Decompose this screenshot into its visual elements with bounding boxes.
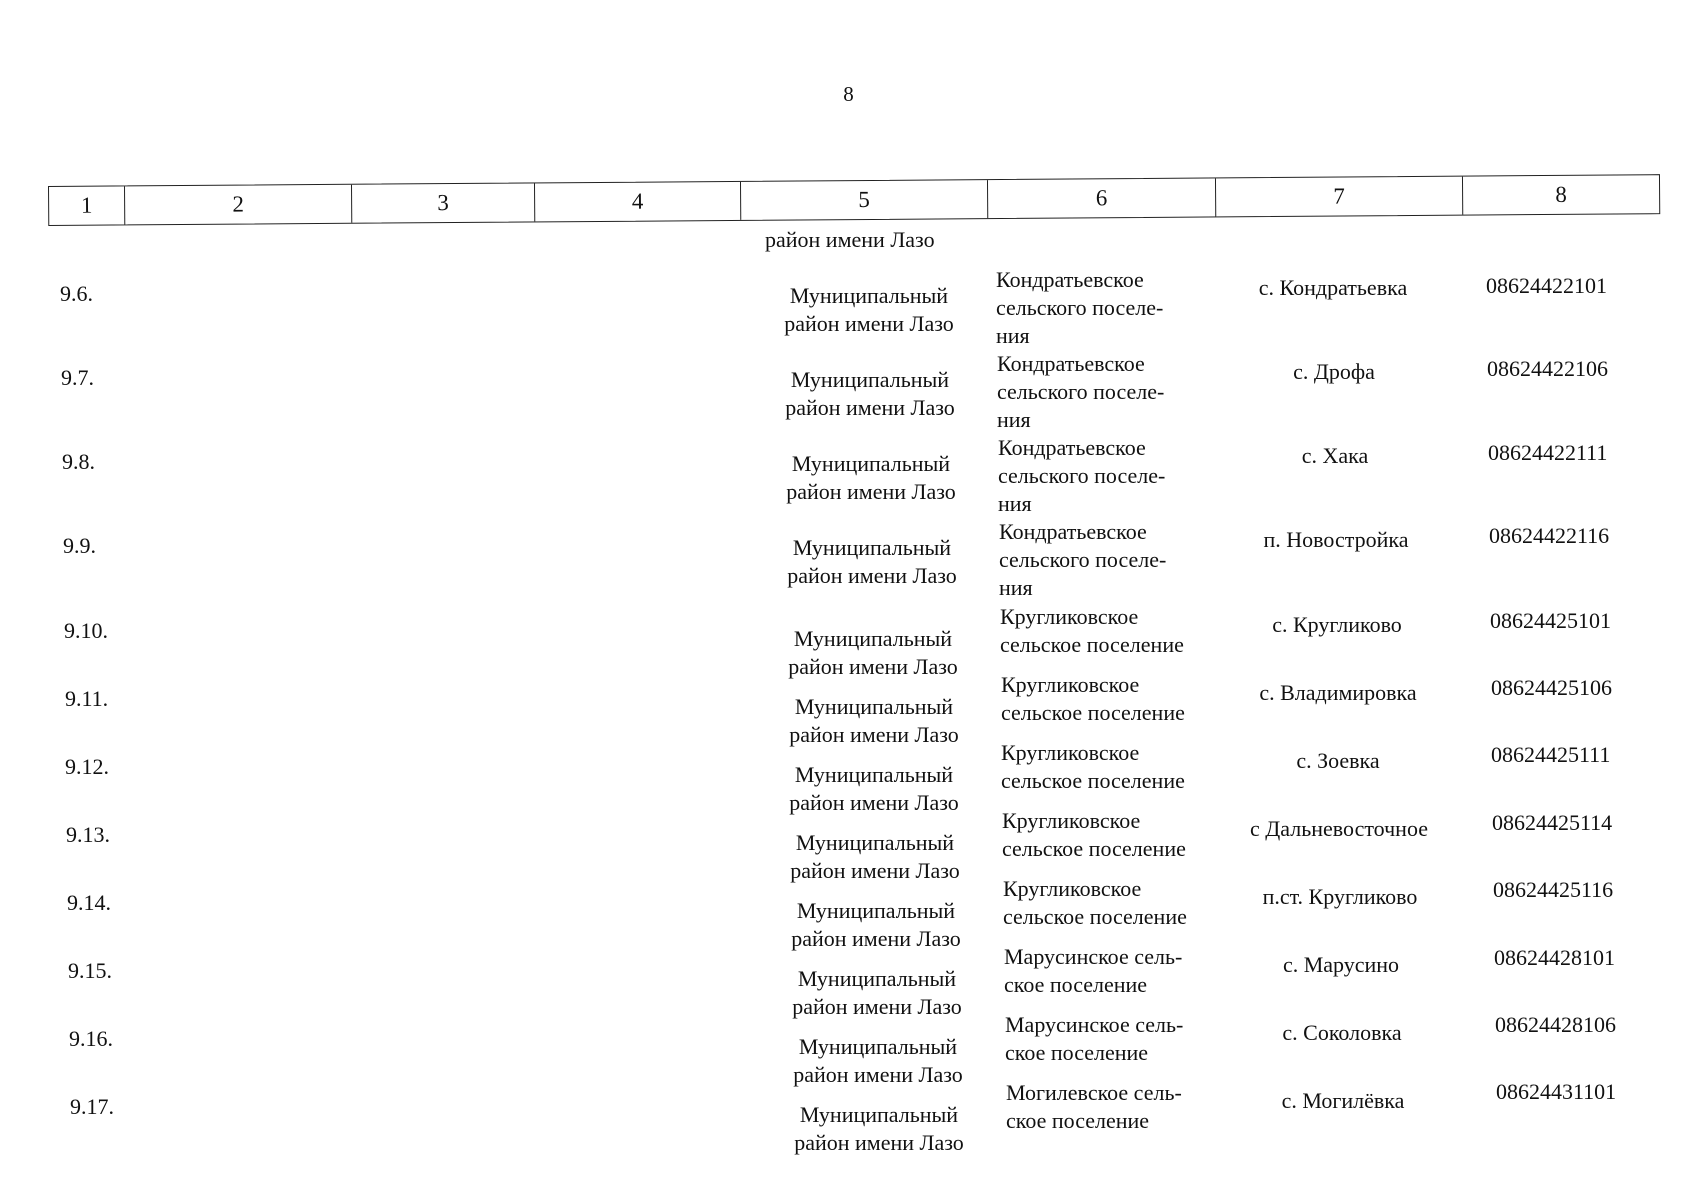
settlement-line: ское поселение [1005, 1040, 1149, 1065]
locality-name: с. Соколовка [1282, 1020, 1402, 1045]
column-header-3: 3 [352, 183, 535, 222]
row-number: 9.6. [60, 281, 93, 306]
settlement-line: ское поселение [1004, 972, 1148, 997]
district-line: район имени Лазо [793, 1062, 963, 1087]
district-line: Муниципальный [795, 830, 955, 855]
locality-name: с. Владимировка [1259, 680, 1417, 705]
oktmo-code: 08624431101 [1496, 1079, 1617, 1104]
settlement-line: Кругликовское [1003, 876, 1142, 901]
settlement-line: сельское поселение [1002, 836, 1186, 861]
continuation-text: район имени Лазо [765, 227, 935, 252]
settlement-line: ния [996, 323, 1030, 348]
settlement-line: Кругликовское [1001, 672, 1140, 697]
row-number: 9.9. [63, 533, 96, 558]
oktmo-code: 08624422106 [1487, 356, 1608, 381]
column-header-6: 6 [988, 178, 1216, 218]
oktmo-code: 08624422101 [1486, 273, 1607, 298]
locality-name: с. Марусино [1282, 952, 1400, 977]
oktmo-code: 08624425111 [1491, 742, 1611, 767]
district-line: район имени Лазо [785, 395, 955, 420]
oktmo-code: 08624425116 [1493, 877, 1614, 902]
settlement-line: ния [999, 575, 1033, 600]
oktmo-code: 08624422111 [1488, 440, 1608, 465]
settlement-line: сельского поселе- [996, 295, 1164, 320]
locality-name: п.ст. Кругликово [1262, 884, 1418, 909]
district-line: район имени Лазо [786, 479, 956, 504]
row-number: 9.15. [68, 958, 112, 983]
locality-name: с. Хака [1301, 443, 1369, 468]
oktmo-code: 08624428101 [1494, 945, 1615, 970]
locality-name: с. Дрофа [1293, 359, 1375, 384]
settlement-line: Марусинское сель- [1005, 1012, 1184, 1037]
column-header-4: 4 [535, 182, 741, 222]
settlement-line: сельского поселе- [997, 379, 1165, 404]
locality-name: п. Новостройка [1263, 527, 1409, 552]
district-line: район имени Лазо [788, 654, 958, 679]
district-line: Муниципальный [794, 762, 954, 787]
settlement-line: сельского поселе- [998, 463, 1166, 488]
district-line: район имени Лазо [792, 994, 962, 1019]
locality-name: с. Могилёвка [1281, 1088, 1405, 1113]
locality-name: с. Зоевка [1296, 748, 1380, 773]
page-number: 8 [843, 82, 854, 106]
settlement-line: Марусинское сель- [1004, 944, 1183, 969]
row-number: 9.11. [65, 686, 109, 711]
column-header-7: 7 [1216, 177, 1463, 217]
row-number: 9.17. [70, 1094, 114, 1119]
locality-name: с. Кондратьевка [1258, 275, 1408, 300]
district-line: район имени Лазо [794, 1130, 964, 1155]
district-line: район имени Лазо [787, 563, 957, 588]
district-line: Муниципальный [790, 367, 950, 392]
locality-name: с Дальневосточное [1250, 816, 1428, 841]
row-number: 9.8. [62, 449, 95, 474]
settlement-line: Кондратьевское [996, 267, 1144, 292]
settlement-line: сельское поселение [1003, 904, 1187, 929]
settlement-line: Кондратьевское [997, 351, 1145, 376]
settlement-line: Кондратьевское [998, 435, 1146, 460]
settlement-line: сельское поселение [1000, 632, 1184, 657]
settlement-line: ния [998, 491, 1032, 516]
district-line: Муниципальный [793, 626, 953, 651]
district-line: Муниципальный [796, 898, 956, 923]
district-line: Муниципальный [798, 1034, 958, 1059]
row-number: 9.16. [69, 1026, 113, 1051]
settlement-line: Кругликовское [1002, 808, 1141, 833]
row-number: 9.7. [61, 365, 94, 390]
settlement-line: сельское поселение [1001, 700, 1185, 725]
row-number: 9.14. [67, 890, 111, 915]
district-line: район имени Лазо [790, 858, 960, 883]
district-line: Муниципальный [789, 283, 949, 308]
oktmo-code: 08624425101 [1490, 608, 1611, 633]
oktmo-code: 08624425114 [1492, 810, 1613, 835]
locality-name: с. Кругликово [1272, 612, 1402, 637]
row-number: 9.12. [65, 754, 109, 779]
column-header-2: 2 [125, 185, 352, 225]
settlement-line: ния [997, 407, 1031, 432]
row-number: 9.13. [66, 822, 110, 847]
district-line: Муниципальный [791, 451, 951, 476]
column-header-8: 8 [1555, 181, 1567, 207]
district-line: Муниципальный [794, 694, 954, 719]
district-line: район имени Лазо [791, 926, 961, 951]
district-line: район имени Лазо [784, 311, 954, 336]
column-header-1: 1 [49, 186, 125, 225]
oktmo-code: 08624422116 [1489, 523, 1610, 548]
settlement-line: Кругликовское [1001, 740, 1140, 765]
district-line: Муниципальный [797, 966, 957, 991]
district-line: район имени Лазо [789, 790, 959, 815]
district-line: Муниципальный [792, 535, 952, 560]
oktmo-code: 08624425106 [1491, 675, 1612, 700]
settlement-line: Могилевское сель- [1006, 1080, 1182, 1105]
settlement-line: Кондратьевское [999, 519, 1147, 544]
settlement-line: Кругликовское [1000, 604, 1139, 629]
row-number: 9.10. [64, 618, 108, 643]
column-header-5: 5 [741, 180, 988, 220]
settlement-line: ское поселение [1006, 1108, 1150, 1133]
district-line: район имени Лазо [789, 722, 959, 747]
settlement-line: сельское поселение [1001, 768, 1185, 793]
oktmo-code: 08624428106 [1495, 1012, 1616, 1037]
district-line: Муниципальный [799, 1102, 959, 1127]
settlement-line: сельского поселе- [999, 547, 1167, 572]
